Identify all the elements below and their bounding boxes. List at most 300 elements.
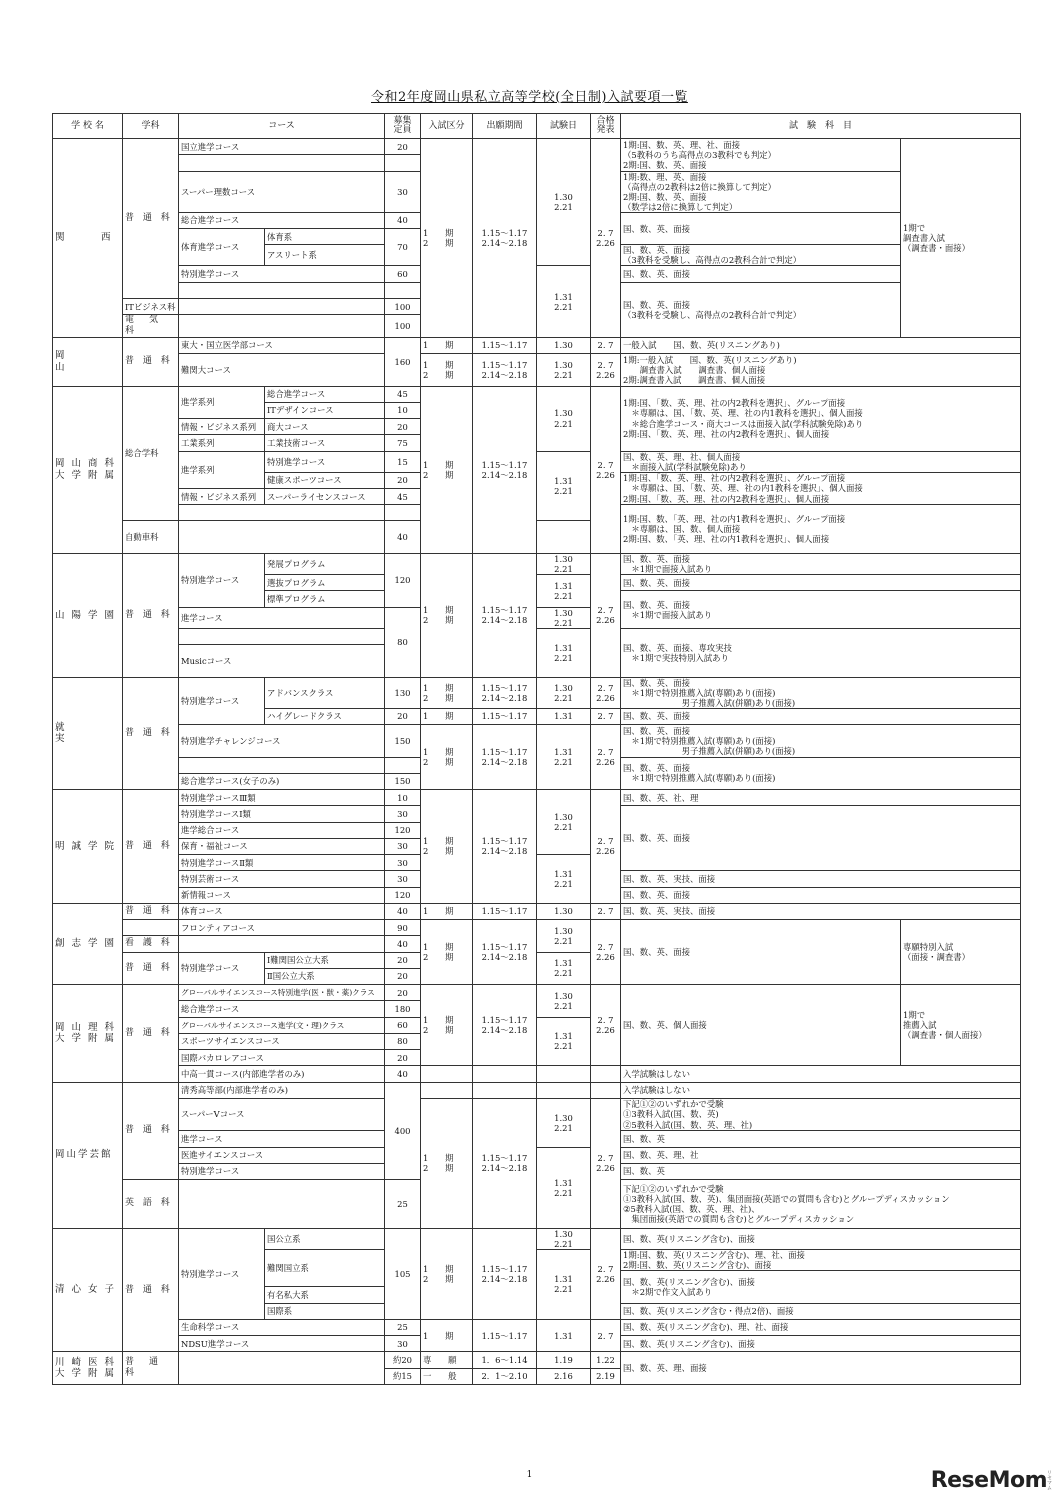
header-exam-date: 試験日 [537,114,591,139]
table-cell: 1期で 調査書入試 （調査書・面接） [901,139,1021,338]
table-cell: 25 [385,1180,421,1229]
table-cell: 1 期 2 期 [421,354,473,387]
table-cell: 国立進学コース [179,139,385,155]
table-cell: 20 [385,952,421,968]
table-cell [591,1066,621,1082]
table-cell: 2．1～2.10 [473,1368,537,1384]
table-cell: 1 期 2 期 [421,790,473,904]
table-cell [473,1066,537,1082]
table-cell: 75 [385,435,421,451]
table-row [53,725,1021,741]
table-cell: 国、数、英、面接 ＊1期で特別推薦入試(専願)あり(面接) 男子推薦入試(併願)あり(面接) [621,677,1021,708]
table-cell: 2. 7 2.26 [591,725,621,790]
table-cell: 1.15～1.17 2.14～2.18 [473,1228,537,1319]
table-cell: 一般入試 国、数、英(リスニングあり) [621,337,1021,353]
table-cell: ITデザインコース [265,402,385,418]
table-cell: 1.15～1.17 2.14～2.18 [473,553,537,677]
table-cell: 国、数、英(リスニング含む)、面接 ＊2期で作文入試あり [621,1271,1021,1304]
table-cell: 国、数、英、理、社 [621,1147,1021,1163]
table-cell: 2. 7 2.26 [591,1228,621,1319]
table-cell: 中高一貫コース(内部進学者のみ) [179,1066,385,1082]
table-cell: ハイグレードクラス [265,708,385,724]
table-cell: アスリート系 [265,245,385,266]
table-cell: 70 [385,229,421,266]
table-row [53,386,1021,402]
table-cell: 40 [385,903,421,919]
table-cell: 国、数、英(リスニング含む)、面接 [621,1228,1021,1249]
table-cell [591,1082,621,1098]
table-row [53,1228,1021,1249]
table-cell: 1.19 [537,1352,591,1368]
table-cell: 清 心 女 子 [53,1228,123,1352]
table-cell: 普 通 科 [123,903,179,919]
table-cell: 40 [385,212,421,228]
table-row [53,1082,1021,1098]
table-cell: 1.22 [591,1352,621,1368]
table-cell: 30 [385,855,421,871]
table-cell: 国、数、英 [621,1131,1021,1147]
table-row [53,354,1021,370]
table-cell: グローバルサイエンスコース進学(文・理)クラス [179,1017,385,1033]
table-cell: 1 期 2 期 [421,677,473,708]
table-row [53,1319,1021,1335]
table-cell: 国、数、英、面接 [621,266,901,282]
table-cell [179,282,385,298]
table-cell: ITビジネス科 [123,298,179,314]
table-cell: 普 通 科 [123,1228,179,1352]
table-cell: 1.31 2.21 [537,1147,591,1228]
table-cell: グローバルサイエンスコース特別進学(医・獣・薬)クラス [179,985,385,1001]
table-cell: 80 [385,607,421,677]
table-cell: 国際系 [265,1303,385,1319]
table-cell: 生命科学コース [179,1319,385,1335]
table-cell: 1.15～1.17 [473,1319,537,1352]
table-cell: 1.15～1.17 2.14～2.18 [473,386,537,553]
table-cell: 30 [385,838,421,854]
table-cell: 1期:国、「数、英、理、社の内2教科を選択」、グループ面接 ＊専願は、国、「数、英、理、社の内1教科を選択」、個人面接 ＊総合進学コース・商大コースは面接入試(学科試験免除)あり 2期:国、「数、英、理、社の内2教科を選択」、個人面接 [621,386,1021,451]
header-exam-subjects: 試 験 科 目 [621,114,1021,139]
table-cell: 国、数、英、面接 ＊1期で面接入試あり [621,553,1021,574]
table-cell: 40 [385,1066,421,1082]
table-cell: 創 志 学 園 [53,903,123,984]
table-cell: 進学コース [179,607,385,628]
table-cell: 国、数、英、面接 [621,575,1021,591]
table-cell: 20 [385,968,421,984]
table-cell: 約20 [385,1352,421,1368]
table-cell: 川 崎 医 科 大 学 附 属 [53,1352,123,1385]
table-cell: Musicコース [179,645,385,678]
table-cell: 1期:国、数、「英、理、社の内1教科を選択」、グループ面接 ＊専願は、国、数、個人面接 2期:国、数、「英、理、社の内1教科を選択」、個人面接 [621,505,1021,554]
header-school: 学 校 名 [53,114,123,139]
table-row [53,790,1021,806]
table-cell: 約15 [385,1368,421,1384]
table-cell: 1期:国、数、英、理、社、面接 （5教科のうち高得点の3教科でも判定） 2期:国、数、英、面接 [621,139,901,172]
table-cell: 進学コース [179,1131,385,1147]
table-cell: 40 [385,936,421,952]
table-row [53,451,1021,472]
table-cell: 1期:数、理、英、面接 （高得点の2教科は2倍に換算して判定） 2期:国、数、英、面接 （数学は2倍に換算して判定） [621,171,901,212]
table-cell: 45 [385,488,421,504]
table-cell: 特別進学コース [179,677,265,724]
table-cell: 国、数、英、個人面接 [621,985,901,1066]
table-cell: 普 通 科 [123,1082,179,1180]
table-cell: 1.30 2.21 [537,1098,591,1147]
table-cell: 国、数、英、面接 [621,887,1021,903]
table-cell: スポーツサイエンスコース [179,1033,385,1049]
table-cell: 150 [385,725,421,758]
table-cell: 20 [385,419,421,435]
table-cell: スーパー理数コース [179,171,385,212]
table-cell: 国、数、英、面接 ＊1期で特別推薦入試(専願)あり(面接) [621,757,1021,790]
table-cell: スーパーVコース [179,1098,385,1131]
table-cell: 新情報コース [179,887,385,903]
table-cell: 1.30 [537,903,591,919]
table-cell: 2. 7 2.26 [591,1098,621,1228]
table-cell: 1.30 2.21 [537,985,591,1018]
table-cell: 岡 山 理 科 大 学 附 属 [53,985,123,1083]
table-cell: 1.31 2.21 [537,575,591,608]
table-cell: 1 期 2 期 [421,386,473,553]
table-cell: 80 [385,1033,421,1049]
table-cell: 2. 7 [591,1319,621,1352]
table-cell: 進学系列 [179,451,265,488]
table-cell: 1.15～1.17 2.14～2.18 [473,725,537,790]
table-cell: 1.30 2.21 [537,607,591,628]
table-cell [421,1082,473,1098]
table-cell: 特別進学コース [179,266,385,282]
header-application-period: 出願期間 [473,114,537,139]
table-cell: 1.15～1.17 2.14～2.18 [473,920,537,985]
table-cell [179,155,385,171]
table-cell: 入学試験はしない [621,1066,1021,1082]
table-cell [123,920,179,936]
table-cell: 1.15～1.17 2.14～2.18 [473,790,537,904]
table-cell: 120 [385,553,421,607]
table-cell: 有名私大系 [265,1287,385,1303]
table-cell: 2. 7 2.26 [591,920,621,985]
table-cell: 10 [385,790,421,806]
table-cell: 1.30 2.21 [537,677,591,708]
table-cell [179,1180,385,1229]
table-cell [179,315,385,338]
table-cell: 標準プログラム [265,591,385,607]
table-cell: 45 [385,386,421,402]
table-cell: 岡 山 商 科 大 学 附 属 [53,386,123,553]
table-cell: 30 [385,1336,421,1352]
table-cell: 国、数、英、面接 [621,806,1021,871]
table-cell: 国、数、英(リスニング含む)、面接 [621,1336,1021,1352]
table-row [53,139,1021,155]
table-cell: 25 [385,1319,421,1335]
table-cell: 岡 山 [53,337,123,386]
table-cell [537,1082,591,1098]
table-cell: 国公立系 [265,1228,385,1249]
table-cell: 特別進学コース [179,952,265,985]
table-cell: 120 [385,822,421,838]
table-cell: 20 [385,472,421,488]
table-cell: 体育コース [179,903,385,919]
table-row [53,266,1021,282]
table-cell: 1 期 2 期 [421,1098,473,1228]
table-cell: 20 [385,1050,421,1066]
table-cell: 1 期 [421,708,473,724]
table-cell: 国、数、英、面接 [621,212,901,245]
table-cell: 1.15～1.17 2.14～2.18 [473,677,537,708]
table-cell: 1.15～1.17 [473,903,537,919]
table-cell: 2. 7 2.26 [591,677,621,708]
table-cell: 1 期 2 期 [421,985,473,1066]
table-cell: 進学総合コース [179,822,385,838]
page-title: 令和2年度岡山県私立高等学校(全日制)入試要項一覧 [371,90,688,105]
table-cell: NDSU進学コース [179,1336,385,1352]
table-cell: 2. 7 2.26 [591,354,621,387]
table-cell: 1.30 [537,337,591,353]
table-cell: 商大コース [265,419,385,435]
table-cell: 国、数、英、面接 ＊1期で面接入試あり [621,591,1021,628]
table-cell: 1期:国、数、英(リスニング含む)、理、社、面接 2期:国、数、英(リスニング含む)、面接 [621,1249,1021,1270]
table-cell: 30 [385,171,421,212]
table-cell: 特別進学コース [179,553,265,607]
table-cell: 特別進学コースⅢ類 [179,790,385,806]
table-cell [421,1066,473,1082]
table-cell: 100 [385,298,421,314]
table-cell: 2. 7 2.26 [591,386,621,553]
table-cell: 60 [385,1017,421,1033]
table-cell: 普 通 科 [123,790,179,904]
table-cell: 1．6～1.14 [473,1352,537,1368]
table-cell: 総合進学コース [265,386,385,402]
table-cell: Ⅰ難関国公立大系 [265,952,385,968]
table-cell: 1.31 [537,708,591,724]
table-row [53,628,1021,644]
table-cell: 難関大コース [179,354,385,387]
table-cell: 1.31 2.21 [537,855,591,904]
table-cell: アドバンスクラス [265,677,385,708]
table-cell: 30 [385,806,421,822]
table-cell: 国、数、英、実技、面接 [621,871,1021,887]
table-cell: 2. 7 [591,337,621,353]
table-cell: 国、数、英、理、社、個人面接 ＊面接入試(学科試験免除)あり [621,451,1021,472]
resemom-logo: ReseMom [930,1468,1047,1493]
table-cell: 1.31 2.21 [537,952,591,985]
table-cell [179,757,385,773]
header-row [53,114,1021,139]
table-cell: 1.31 2.21 [537,1017,591,1066]
table-cell: 自動車科 [123,521,179,554]
table-cell: 保育・福祉コース [179,838,385,854]
header-result-date: 合格 発表 [591,114,621,139]
table-cell: 150 [385,773,421,789]
table-cell: 1.30 2.21 [537,354,591,387]
table-cell: 1 期 2 期 [421,920,473,985]
table-cell: 国、数、英、社、理 [621,790,1021,806]
table-cell: 20 [385,139,421,155]
table-row [53,337,1021,353]
table-cell: 総合進学コース [179,212,385,228]
table-cell [179,1352,385,1385]
table-cell: 国、数、英 [621,1163,1021,1179]
table-cell: 1.15～1.17 2.14～2.18 [473,139,537,338]
entrance-exam-table [52,113,1021,1385]
table-cell [385,282,421,298]
table-cell: 1 期 [421,1319,473,1352]
table-cell: 国、数、英、面接 （3教科を受験し、高得点の2教科合計で判定） [621,282,901,337]
table-cell: 体育系 [265,229,385,245]
table-cell: Ⅱ国公立大系 [265,968,385,984]
page-number: 1 [526,1470,533,1480]
table-cell: 国、数、英、面接 [621,708,1021,724]
table-cell: 普 通 科 [123,985,179,1083]
table-cell: 特別芸術コース [179,871,385,887]
table-cell: 1.30 2.21 [537,790,591,855]
table-cell [179,628,385,644]
table-cell [385,155,421,171]
table-cell: 1.30 2.21 [537,139,591,266]
table-cell: 1.15～1.17 2.14～2.18 [473,985,537,1066]
table-cell: 30 [385,871,421,887]
table-cell: 体育進学コース [179,229,265,266]
table-cell: 国、数、英、実技、面接 [621,903,1021,919]
table-row [53,1147,1021,1163]
header-capacity: 募集 定員 [385,114,421,139]
table-cell: 国、数、英、面接 （3教科を受験し、高得点の2教科合計で判定） [621,245,901,266]
table-cell [537,1066,591,1082]
table-cell: 総合進学コース [179,1001,385,1017]
table-cell: 20 [385,708,421,724]
table-cell: 1.15～1.17 2.14～2.18 [473,354,537,387]
table-cell: 10 [385,402,421,418]
table-cell: 1 期 2 期 [421,725,473,790]
table-cell: 普 通 科 [123,677,179,789]
table-cell: 1.30 2.21 [537,386,591,451]
table-cell: 2. 7 2.26 [591,985,621,1066]
table-cell: 国、数、英、面接、専攻実技 ＊1期で実技特別入試あり [621,628,1021,677]
table-row [53,553,1021,574]
table-cell: 1.15～1.17 [473,708,537,724]
table-cell: 2. 7 [591,903,621,919]
table-cell: 普 通 科 [123,952,179,985]
table-cell: 1期:一般入試 国、数、英(リスニングあり) 調査書入試 調査書、個人面接 2期:調査書入試 調査書、個人面接 [621,354,1021,387]
table-cell: 105 [385,1228,421,1319]
table-cell: 1.31 2.21 [537,725,591,790]
table-cell: フロンティアコース [179,920,385,936]
table-cell: 160 [385,337,421,386]
table-cell: 1.31 2.21 [537,628,591,677]
table-cell: 普 通 科 [123,139,179,299]
table-cell: 国、数、英、面接 [621,920,901,985]
table-cell: 20 [385,985,421,1001]
table-cell: 工業系列 [179,435,265,451]
table-cell: 岡山学芸館 [53,1082,123,1228]
table-cell: 国、数、英(リスニング含む)、理、社、面接 [621,1319,1021,1335]
resemom-logo-sub: リセマム [1046,1470,1052,1490]
table-cell: 1.15～1.17 2.14～2.18 [473,1098,537,1228]
table-cell [385,505,421,521]
table-cell: 1.30 2.21 [537,1228,591,1249]
table-cell: 発展プログラム [265,553,385,574]
table-cell: 英 語 科 [123,1180,179,1229]
table-cell: スーパーライセンスコース [265,488,385,504]
table-cell: 専願特別入試 （面接・調査書） [901,920,1021,985]
table-cell: 180 [385,1001,421,1017]
table-row [53,985,1021,1001]
table-cell: 60 [385,266,421,282]
table-cell: 2. 7 2.26 [591,139,621,338]
table-cell: 特別進学コース [265,451,385,472]
table-cell: 2. 7 2.26 [591,790,621,904]
table-cell: 1 期 2 期 [421,553,473,677]
table-row [53,1352,1021,1368]
table-row [53,920,1021,936]
table-cell: 進学系列 [179,386,265,419]
table-cell: 1期で 推薦入試 （調査書・個人面接） [901,985,1021,1066]
table-cell: 90 [385,920,421,936]
table-cell: 国、数、英、面接 ＊1期で特別推薦入試(専願)あり(面接) 男子推薦入試(併願)あり(面接) [621,725,1021,758]
table-cell: 国、数、英(リスニング含む・得点2倍)、面接 [621,1303,1021,1319]
table-cell: 2.16 [537,1368,591,1384]
table-cell: 選抜プログラム [265,575,385,591]
table-cell: 普 通 科 [123,337,179,386]
table-cell: 電 気 科 [123,315,179,338]
table-cell: 2. 7 [591,708,621,724]
table-cell: 普 通 科 [123,553,179,677]
table-cell [179,298,385,314]
table-cell: 1 期 [421,903,473,919]
table-cell: 総合進学コース(女子のみ) [179,773,385,789]
table-cell: 1 期 2 期 [421,1228,473,1319]
table-cell: 情報・ビジネス系列 [179,488,265,504]
table-cell: 特別進学コースⅡ類 [179,855,385,871]
table-cell: 医進サイエンスコース [179,1147,385,1163]
table-cell: 1.15～1.17 [473,337,537,353]
table-row [53,1066,1021,1082]
table-cell: 就 実 [53,677,123,789]
header-course: コース [179,114,385,139]
table-cell: 特別進学コースⅠ類 [179,806,385,822]
table-cell: 健康スポーツコース [265,472,385,488]
table-cell: 下記①②のいずれかで受験 ①3教科入試(国、数、英) ②5教科入試(国、数、英、理、社) [621,1098,1021,1131]
table-cell: 1.31 2.21 [537,266,591,337]
table-cell: 入学試験はしない [621,1082,1021,1098]
header-department: 学科 [123,114,179,139]
table-cell: 400 [385,1082,421,1180]
table-cell: 国、数、英、理、面接 [621,1352,1021,1385]
table-cell: 1.31 [537,1319,591,1352]
table-cell: 清秀高等部(内部進学者のみ) [179,1082,385,1098]
table-cell: 一 般 [421,1368,473,1384]
table-cell: 特別進学チャレンジコース [179,725,385,758]
table-cell: 情報・ビジネス系列 [179,419,265,435]
table-cell [179,936,385,952]
table-cell: 特別進学コース [179,1228,265,1319]
table-row [53,903,1021,919]
table-cell: 難関国立系 [265,1249,385,1286]
header-exam-type: 入試区分 [421,114,473,139]
table-cell: 15 [385,451,421,472]
table-cell: 山 陽 学 園 [53,553,123,677]
table-cell: 看 護 科 [123,936,179,952]
table-cell [385,757,421,773]
table-cell: 40 [385,521,421,554]
table-row [53,677,1021,708]
table-cell: 下記①②のいずれかで受験 ①3教科入試(国、数、英)、集団面接(英語での質問も含む)とグループディスカッション ②5教科入試(国、数、英、理、社)、 集団面接(英語での質問も含む)とグループディスカッション [621,1180,1021,1229]
table-cell: 普 通 科 [123,1352,179,1385]
table-cell: 工業技術コース [265,435,385,451]
table-cell: 2. 7 2.26 [591,553,621,677]
table-row [53,1098,1021,1114]
table-cell: 2.19 [591,1368,621,1384]
table-cell: 明 誠 学 院 [53,790,123,904]
